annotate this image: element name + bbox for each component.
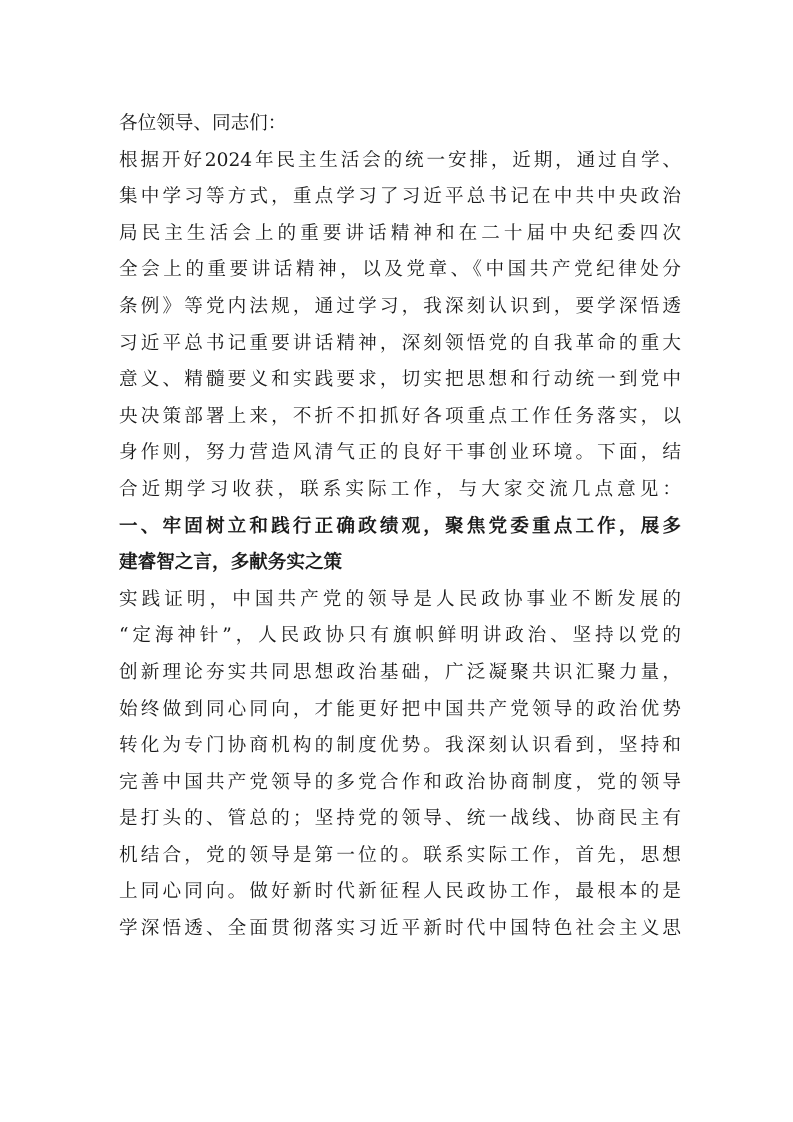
intro-line: 根据开好2024年民主生活会的统一安排，近期，通过自学、 bbox=[119, 149, 681, 171]
body-line: 始终做到同心同向，才能更好把中国共产党领导的政治优势 bbox=[119, 698, 681, 720]
intro-line: 局民主生活会上的重要讲话精神和在二十届中央纪委四次 bbox=[119, 222, 681, 244]
document-body bbox=[119, 106, 681, 948]
section-heading-line: 一、牢固树立和践行正确政绩观，聚焦党委重点工作，展多 bbox=[119, 515, 681, 537]
intro-line: 合近期学习收获，联系实际工作，与大家交流几点意见： bbox=[119, 478, 681, 500]
body-line: 机结合，党的领导是第一位的。联系实际工作，首先，思想 bbox=[119, 844, 681, 866]
intro-line: 习近平总书记重要讲话精神，深刻领悟党的自我革命的重大 bbox=[119, 332, 681, 354]
body-line: 实践证明，中国共产党的领导是人民政协事业不断发展的 bbox=[119, 588, 681, 610]
body-line: 转化为专门协商机构的制度优势。我深刻认识看到，坚持和 bbox=[119, 735, 681, 757]
body-line: 创新理论夯实共同思想政治基础，广泛凝聚共识汇聚力量， bbox=[119, 661, 681, 683]
intro-line: 身作则，努力营造风清气正的良好干事创业环境。下面，结 bbox=[119, 442, 681, 464]
body-line: 学深悟透、全面贯彻落实习近平新时代中国特色社会主义思 bbox=[119, 918, 681, 940]
body-line: 是打头的、管总的；坚持党的领导、统一战线、协商民主有 bbox=[119, 808, 681, 830]
section-heading-line: 建睿智之言，多献务实之策 bbox=[119, 552, 343, 574]
body-line: 完善中国共产党领导的多党合作和政治协商制度，党的领导 bbox=[119, 771, 681, 793]
intro-line: 意义、精髓要义和实践要求，切实把思想和行动统一到党中 bbox=[119, 369, 681, 391]
intro-line: 集中学习等方式，重点学习了习近平总书记在中共中央政治 bbox=[119, 186, 681, 208]
body-line: 上同心同向。做好新时代新征程人民政协工作，最根本的是 bbox=[119, 881, 681, 903]
intro-line: 条例》等党内法规，通过学习，我深刻认识到，要学深悟透 bbox=[119, 295, 681, 317]
body-line: “定海神针”，人民政协只有旗帜鲜明讲政治、坚持以党的 bbox=[119, 625, 681, 647]
greeting-line: 各位领导、同志们： bbox=[119, 113, 287, 134]
intro-line: 央决策部署上来，不折不扣抓好各项重点工作任务落实，以 bbox=[119, 405, 681, 427]
intro-line: 全会上的重要讲话精神，以及党章、《中国共产党纪律处分 bbox=[119, 259, 681, 281]
